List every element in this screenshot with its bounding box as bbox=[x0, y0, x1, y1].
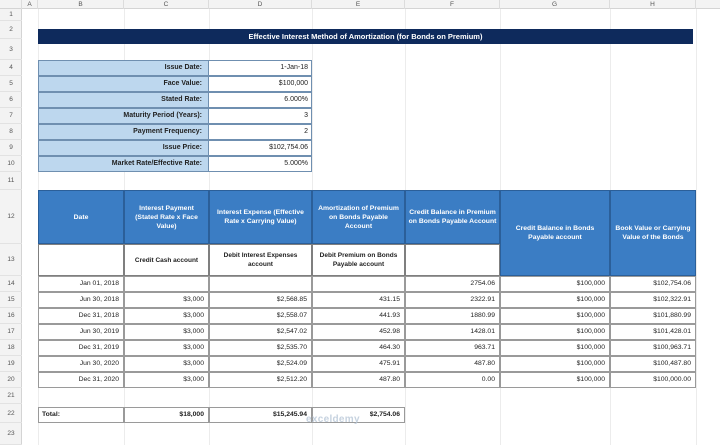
info-row-stated-rate bbox=[38, 92, 312, 108]
row-header[interactable]: 12 bbox=[0, 190, 22, 244]
cell-book-value[interactable]: $102,322.91 bbox=[610, 292, 696, 308]
column-header-h[interactable]: H bbox=[610, 0, 696, 9]
info-value[interactable]: $102,754.06 bbox=[209, 140, 312, 156]
gridline bbox=[696, 9, 697, 445]
header-book-value[interactable]: Book Value or Carrying Value of the Bonds bbox=[610, 190, 696, 276]
cell-amortization[interactable]: 475.91 bbox=[312, 356, 405, 372]
row-header[interactable]: 14 bbox=[0, 276, 22, 292]
info-label[interactable]: Payment Frequency: bbox=[38, 124, 209, 140]
watermark-text: exceldemy bbox=[306, 414, 360, 425]
cell-payment[interactable] bbox=[124, 276, 209, 292]
cell-payment[interactable]: $3,000 bbox=[124, 324, 209, 340]
info-value[interactable]: 5.000% bbox=[209, 156, 312, 172]
header-interest-payment[interactable]: Interest Payment (Stated Rate x Face Value) bbox=[124, 190, 209, 244]
row-header[interactable]: 13 bbox=[0, 244, 22, 276]
cell-bonds-balance[interactable]: $100,000 bbox=[500, 276, 610, 292]
row-header[interactable]: 8 bbox=[0, 124, 22, 140]
cell-book-value[interactable]: $101,428.01 bbox=[610, 324, 696, 340]
cell-bonds-balance[interactable]: $100,000 bbox=[500, 340, 610, 356]
cell-expense[interactable]: $2,535.70 bbox=[209, 340, 312, 356]
column-header-e[interactable]: E bbox=[312, 0, 405, 9]
cell-expense[interactable]: $2,568.85 bbox=[209, 292, 312, 308]
row-header[interactable]: 20 bbox=[0, 372, 22, 388]
header-interest-expense[interactable]: Interest Expense (Effective Rate x Carrying Value) bbox=[209, 190, 312, 244]
cell-book-value[interactable]: $100,000.00 bbox=[610, 372, 696, 388]
row-header-bar bbox=[0, 9, 22, 445]
subheader-debit-interest[interactable]: Debit Interest Expenses account bbox=[209, 244, 312, 276]
cell-amortization[interactable]: 452.98 bbox=[312, 324, 405, 340]
row-header[interactable]: 1 bbox=[0, 9, 22, 21]
column-header-a[interactable]: A bbox=[22, 0, 38, 9]
row-header[interactable]: 15 bbox=[0, 292, 22, 308]
cell-premium-balance[interactable]: 0.00 bbox=[405, 372, 500, 388]
row-header[interactable]: 6 bbox=[0, 92, 22, 108]
cell-amortization[interactable]: 464.30 bbox=[312, 340, 405, 356]
cell-expense[interactable]: $2,512.20 bbox=[209, 372, 312, 388]
cell-expense[interactable] bbox=[209, 276, 312, 292]
cell-bonds-balance[interactable]: $100,000 bbox=[500, 372, 610, 388]
info-value[interactable]: $100,000 bbox=[209, 76, 312, 92]
header-credit-balance-premium[interactable]: Credit Balance in Premium on Bonds Payable Account bbox=[405, 190, 500, 244]
cell-date[interactable]: Dec 31, 2019 bbox=[38, 340, 124, 356]
cell-premium-balance[interactable]: 1880.99 bbox=[405, 308, 500, 324]
info-value[interactable]: 6.000% bbox=[209, 92, 312, 108]
subheader-credit-cash[interactable]: Credit Cash account bbox=[124, 244, 209, 276]
info-row-issue-date bbox=[38, 60, 312, 76]
cell-book-value[interactable]: $102,754.06 bbox=[610, 276, 696, 292]
select-all-corner[interactable] bbox=[0, 0, 22, 9]
column-header-g[interactable]: G bbox=[500, 0, 610, 9]
row-header[interactable]: 22 bbox=[0, 404, 22, 423]
row-header[interactable]: 23 bbox=[0, 423, 22, 445]
row-header[interactable]: 11 bbox=[0, 172, 22, 190]
total-amortization[interactable]: $2,754.06 bbox=[312, 407, 405, 423]
info-row-face-value bbox=[38, 76, 312, 92]
info-label[interactable]: Maturity Period (Years): bbox=[38, 108, 209, 124]
row-header[interactable]: 3 bbox=[0, 39, 22, 60]
header-amortization[interactable]: Amortization of Premium on Bonds Payable Account bbox=[312, 190, 405, 244]
header-credit-balance-bonds[interactable]: Credit Balance in Bonds Payable account bbox=[500, 190, 610, 276]
cell-amortization[interactable]: 431.15 bbox=[312, 292, 405, 308]
column-header-c[interactable]: C bbox=[124, 0, 209, 9]
cell-payment[interactable]: $3,000 bbox=[124, 308, 209, 324]
row-header[interactable]: 9 bbox=[0, 140, 22, 156]
cell-amortization[interactable]: 487.80 bbox=[312, 372, 405, 388]
total-payment[interactable]: $18,000 bbox=[124, 407, 209, 423]
row-header[interactable]: 5 bbox=[0, 76, 22, 92]
subheader-blank[interactable] bbox=[405, 244, 500, 276]
cell-premium-balance[interactable]: 487.80 bbox=[405, 356, 500, 372]
cell-date[interactable]: Jun 30, 2018 bbox=[38, 292, 124, 308]
row-header[interactable]: 16 bbox=[0, 308, 22, 324]
cell-payment[interactable]: $3,000 bbox=[124, 356, 209, 372]
cell-payment[interactable]: $3,000 bbox=[124, 372, 209, 388]
row-header[interactable]: 17 bbox=[0, 324, 22, 340]
row-header[interactable]: 7 bbox=[0, 108, 22, 124]
row-header[interactable]: 21 bbox=[0, 388, 22, 404]
cell-bonds-balance[interactable]: $100,000 bbox=[500, 324, 610, 340]
cell-premium-balance[interactable]: 2322.91 bbox=[405, 292, 500, 308]
row-header[interactable]: 10 bbox=[0, 156, 22, 172]
info-label[interactable]: Issue Price: bbox=[38, 140, 209, 156]
cell-bonds-balance[interactable]: $100,000 bbox=[500, 308, 610, 324]
cell-premium-balance[interactable]: 1428.01 bbox=[405, 324, 500, 340]
column-header-d[interactable]: D bbox=[209, 0, 312, 9]
cell-date[interactable]: Jun 30, 2020 bbox=[38, 356, 124, 372]
info-row-market-rate bbox=[38, 156, 312, 172]
sheet-title[interactable]: Effective Interest Method of Amortization (for Bonds on Premium) bbox=[38, 29, 693, 44]
info-row-issue-price bbox=[38, 140, 312, 156]
cell-bonds-balance[interactable]: $100,000 bbox=[500, 356, 610, 372]
cell-payment[interactable]: $3,000 bbox=[124, 292, 209, 308]
cell-expense[interactable]: $2,547.02 bbox=[209, 324, 312, 340]
cell-book-value[interactable]: $100,963.71 bbox=[610, 340, 696, 356]
row-header[interactable]: 2 bbox=[0, 21, 22, 39]
watermark-logo bbox=[306, 414, 360, 425]
cell-book-value[interactable]: $101,880.99 bbox=[610, 308, 696, 324]
header-date[interactable]: Date bbox=[38, 190, 124, 244]
info-row-frequency bbox=[38, 124, 312, 140]
row-header[interactable]: 4 bbox=[0, 60, 22, 76]
cell-amortization[interactable]: 441.93 bbox=[312, 308, 405, 324]
cell-expense[interactable]: $2,558.07 bbox=[209, 308, 312, 324]
info-label[interactable]: Stated Rate: bbox=[38, 92, 209, 108]
column-header-b[interactable]: B bbox=[38, 0, 124, 9]
cell-amortization[interactable] bbox=[312, 276, 405, 292]
cell-premium-balance[interactable]: 2754.06 bbox=[405, 276, 500, 292]
info-label[interactable]: Face Value: bbox=[38, 76, 209, 92]
row-header[interactable]: 19 bbox=[0, 356, 22, 372]
info-label[interactable]: Issue Date: bbox=[38, 60, 209, 76]
cell-payment[interactable]: $3,000 bbox=[124, 340, 209, 356]
info-value[interactable]: 3 bbox=[209, 108, 312, 124]
cell-expense[interactable]: $2,524.09 bbox=[209, 356, 312, 372]
column-header-bar bbox=[0, 0, 720, 9]
total-expense[interactable]: $15,245.94 bbox=[209, 407, 312, 423]
cell-date[interactable]: Jun 30, 2019 bbox=[38, 324, 124, 340]
cell-premium-balance[interactable]: 963.71 bbox=[405, 340, 500, 356]
subheader-debit-premium[interactable]: Debit Premium on Bonds Payable account bbox=[312, 244, 405, 276]
cell-date[interactable]: Dec 31, 2018 bbox=[38, 308, 124, 324]
cell-date[interactable]: Dec 31, 2020 bbox=[38, 372, 124, 388]
cell-bonds-balance[interactable]: $100,000 bbox=[500, 292, 610, 308]
cell-date[interactable]: Jan 01, 2018 bbox=[38, 276, 124, 292]
info-row-maturity bbox=[38, 108, 312, 124]
totals-label[interactable]: Total: bbox=[38, 407, 124, 423]
info-value[interactable]: 1-Jan-18 bbox=[209, 60, 312, 76]
info-label[interactable]: Market Rate/Effective Rate: bbox=[38, 156, 209, 172]
subheader-blank[interactable] bbox=[38, 244, 124, 276]
info-value[interactable]: 2 bbox=[209, 124, 312, 140]
column-header-f[interactable]: F bbox=[405, 0, 500, 9]
cell-book-value[interactable]: $100,487.80 bbox=[610, 356, 696, 372]
row-header[interactable]: 18 bbox=[0, 340, 22, 356]
